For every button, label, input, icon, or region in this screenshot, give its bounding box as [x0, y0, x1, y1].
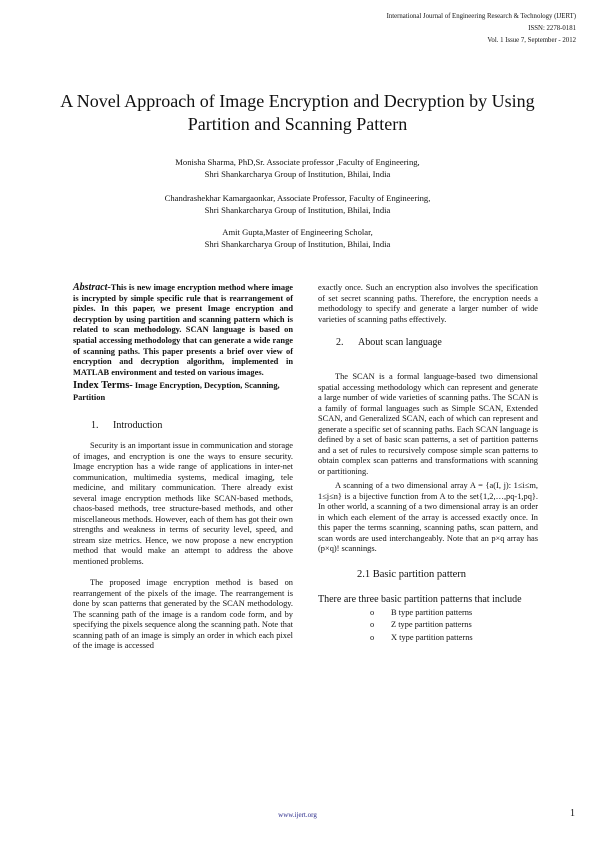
list-item [370, 632, 538, 645]
scan-paragraph-1: The SCAN is a formal language-based two dimensional spatial accessing methodology which can represent and generate a large number of wide varieties of scanning paths. The SCAN is a family of formal languages such as Simple SCAN, Extended SCAN, and Generalized SCAN, each of which can represent and generate a specific set of scanning paths. Each SCAN language is defined by a set of basic scan patterns, a set of partition patterns and a set of rules to recursively compose simple scan patterns to obtain complex scan patterns and transformations with scanning or partitioning. [318, 372, 538, 476]
list-item-text: Z type partition patterns [391, 620, 472, 629]
author-institution-line: Shri Shankarcharya Group of Institution, Bhilai, India [204, 204, 391, 215]
paper-title: A Novel Approach of Image Encryption and Decryption by Using Partition and Scanning Pattern [60, 91, 535, 134]
journal-header [387, 11, 576, 47]
list-item [370, 607, 538, 620]
author-affiliation-line: Monisha Sharma, PhD,Sr. Associate professor ,Faculty of Engineering, [175, 157, 420, 167]
section-heading-scan-language [336, 337, 538, 348]
abstract [73, 283, 293, 378]
page-number: 1 [570, 808, 575, 819]
author-institution-line: Shri Shankarcharya Group of Institution, Bhilai, India [204, 238, 391, 249]
journal-volume: Vol. 1 Issue 7, September - 2012 [487, 37, 576, 44]
journal-name: International Journal of Engineering Research & Technology (IJERT) [386, 13, 576, 20]
journal-issn: ISSN: 2278-0181 [528, 25, 576, 32]
index-terms [73, 380, 293, 404]
author-block-1 [60, 157, 535, 180]
section-number: 1. [91, 420, 99, 432]
list-item-text: B type partition patterns [391, 607, 473, 617]
bullet-glyph: o [370, 620, 375, 629]
scan-paragraph-2: A scanning of a two dimensional array A = {a(I, j): 1≤i≤m, 1≤j≤n} is a bijective function from A to the set{1,2,…,pq-1,pq}. In other world, a scanning of a two dimensional array is an order in which each element of the array is accessed exactly once. In this paper the terms scanning, scanning paths, scan pattern, and scan words are used interchangeably. Note that an p×q array has (p×q)! scannings. [318, 481, 538, 553]
partition-pattern-list [318, 607, 538, 645]
abstract-label: Abstract- [73, 282, 111, 293]
section-title: About scan language [358, 337, 442, 348]
intro-paragraph-1: Security is an important issue in communication and storage of images, and encryption is one the ways to ensure security. Image encryption has a wide range of applications in inter-net communication, multimedia systems, medical imaging, tele medicine, and military communication. There already exist several image encryption methods like SCAN-based methods, chaos-based methods, tree structure-based methods, and other miscellaneous methods. However, each of them has got their own strengths and weakness in terms of security level, speed, and stream size metrics. Hence, we now propose a new encryption method that would make an attempt to address the above mentioned problems. [73, 441, 293, 566]
index-terms-label: Index Terms- [73, 380, 133, 392]
bullet-glyph: o [370, 632, 375, 642]
left-column [73, 283, 293, 652]
continued-paragraph: exactly once. Such an encryption also involves the specification of set secret scanning paths. Therefore, the encryption needs a methodology to specify and generate a larger number of wide varieties of scanning paths effectively. [318, 283, 538, 324]
author-institution-line: Shri Shankarcharya Group of Institution, Bhilai, India [204, 168, 391, 179]
intro-paragraph-2: The proposed image encryption method is based on rearrangement of the pixels of the image. The rearrangement is done by scan patterns that generated by the SCAN methodology. The scanning path of the image is a random code form, and by specifying the pixels sequence along the scanning path. Note that scanning path of an image is simply an order in which each pixel of the image is accessed [73, 578, 293, 651]
bullet-glyph: o [370, 607, 375, 617]
list-item-text: X type partition patterns [391, 632, 473, 642]
right-column [318, 283, 538, 644]
section-title: Introduction [113, 420, 163, 432]
abstract-text: This is new image encryption method where image is incrypted by simple specific rule that is rearrangement of pixles. In this paper, we present Image encryption and decryption by using partition and scanning pattern which is related to scan methodology. SCAN language is based on spatial accessing methodology that can generate a wide range of scanning paths. This paper presents a brief over view of encryption and decryption algorithm, implemented in MATLAB environment and tested on various images. [73, 283, 293, 377]
subsection-intro: There are three basic partition patterns that include [318, 593, 522, 605]
section-heading-introduction [91, 420, 293, 431]
section-number: 2. [336, 337, 344, 348]
subsection-heading: 2.1 Basic partition pattern [357, 568, 467, 580]
list-item [370, 619, 538, 632]
author-affiliation-line: Amit Gupta,Master of Engineering Scholar, [222, 227, 373, 237]
footer-url[interactable]: www.ijert.org [278, 811, 317, 819]
author-affiliation-line: Chandrashekhar Kamargaonkar, Associate Professor, Faculty of Engineering, [164, 193, 431, 203]
author-block-3 [60, 227, 535, 250]
author-block-2 [60, 193, 535, 216]
index-terms-text: Image Encryption, Decyption, Scanning, Partition [73, 381, 280, 403]
